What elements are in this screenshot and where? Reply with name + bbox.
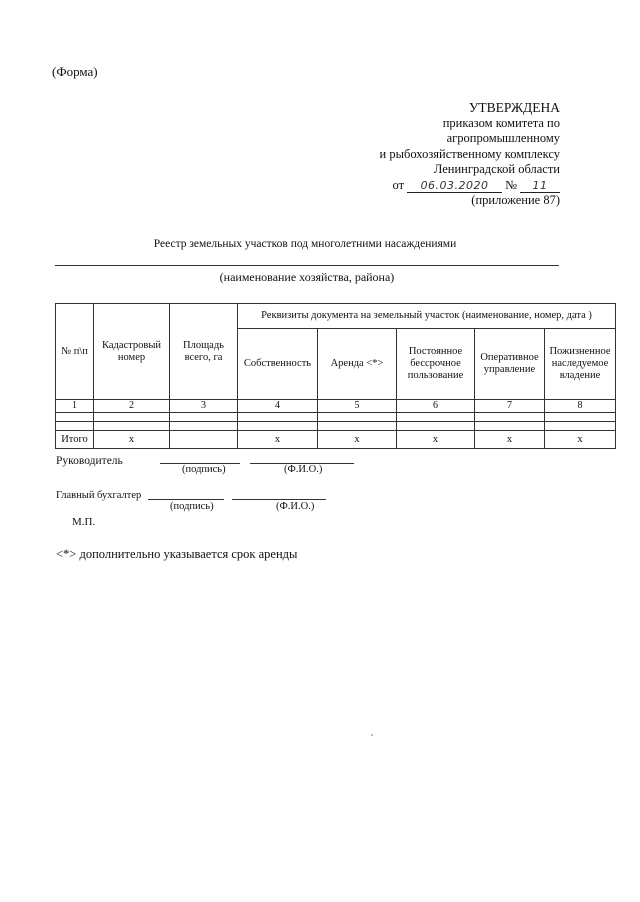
table-cell	[56, 413, 94, 422]
table-cell	[238, 413, 318, 422]
approval-line: приказом комитета по	[442, 115, 560, 130]
approval-block	[300, 100, 560, 209]
col-header-ownership: Собственность	[238, 329, 318, 400]
table-cell	[475, 413, 545, 422]
head-label: Руководитель	[56, 455, 123, 467]
column-number: 1	[56, 400, 94, 413]
approval-line: и рыбохозяйственному комплексу	[379, 146, 560, 161]
table-cell	[397, 413, 475, 422]
table-row	[56, 422, 616, 431]
column-number: 5	[318, 400, 397, 413]
total-cell: х	[397, 431, 475, 449]
column-number: 7	[475, 400, 545, 413]
col-header-lifetime-possession: Пожизненное наследуемое владение	[545, 329, 616, 400]
table-cell	[238, 422, 318, 431]
table-cell	[397, 422, 475, 431]
table-cell	[94, 413, 170, 422]
col-header-lease: Аренда <*>	[318, 329, 397, 400]
accountant-name-line	[232, 499, 326, 500]
total-row	[56, 431, 616, 449]
column-number: 8	[545, 400, 616, 413]
table-cell	[56, 422, 94, 431]
approval-line: агропромышленному	[446, 131, 560, 145]
table-cell	[170, 422, 238, 431]
approval-date-line	[300, 178, 560, 194]
col-header-document-group: Реквизиты документа на земельный участок (наименование, номер, дата )	[238, 304, 616, 329]
accountant-name-caption: (Ф.И.О.)	[276, 501, 315, 512]
table-cell	[318, 413, 397, 422]
stamp-placeholder: М.П.	[72, 516, 96, 528]
col-header-area: Площадь всего, га	[170, 304, 238, 400]
col-header-operational-management: Оперативное управление	[475, 329, 545, 400]
col-header-permanent-use: Постоянное бессрочное пользование	[397, 329, 475, 400]
number-label: №	[505, 177, 517, 192]
table-header-row	[56, 304, 616, 329]
column-number: 6	[397, 400, 475, 413]
column-number: 4	[238, 400, 318, 413]
table-cell	[170, 413, 238, 422]
register-subtitle: (наименование хозяйства, района)	[219, 270, 395, 284]
head-name-caption: (Ф.И.О.)	[284, 464, 323, 475]
table-cell	[545, 413, 616, 422]
col-header-cadastral: Кадастровый номер	[94, 304, 170, 400]
total-cell	[170, 431, 238, 449]
scan-speck	[371, 734, 373, 736]
accountant-signature-line	[148, 499, 224, 500]
table-cell	[318, 422, 397, 431]
total-cell: х	[94, 431, 170, 449]
handwritten-number: 11	[520, 180, 560, 193]
column-number: 3	[170, 400, 238, 413]
chief-accountant-label: Главный бухгалтер	[56, 490, 142, 501]
column-number-row	[56, 400, 616, 413]
date-prefix: от	[392, 177, 405, 192]
table-row	[56, 413, 616, 422]
total-cell: х	[545, 431, 616, 449]
table-cell	[545, 422, 616, 431]
table-cell	[94, 422, 170, 431]
table-cell	[475, 422, 545, 431]
approval-title: УТВЕРЖДЕНА	[468, 100, 560, 115]
total-cell: х	[318, 431, 397, 449]
col-header-num: № п\п	[56, 304, 94, 400]
register-table	[55, 303, 616, 449]
head-signature-caption: (подпись)	[182, 464, 226, 475]
total-cell: Итого	[56, 431, 94, 449]
approval-line: Ленинградской области	[433, 162, 560, 176]
approval-appendix: (приложение 87)	[471, 193, 560, 207]
accountant-signature-caption: (подпись)	[170, 501, 214, 512]
register-title: Реестр земельных участков под многолетними насаждениями	[153, 238, 457, 250]
form-label: (Форма)	[52, 64, 98, 79]
column-number: 2	[94, 400, 170, 413]
total-cell: х	[475, 431, 545, 449]
total-cell: х	[238, 431, 318, 449]
register-name-line	[55, 265, 559, 266]
handwritten-date: 06.03.2020	[407, 180, 502, 193]
lease-footnote: <*> дополнительно указывается срок аренды	[56, 547, 298, 561]
